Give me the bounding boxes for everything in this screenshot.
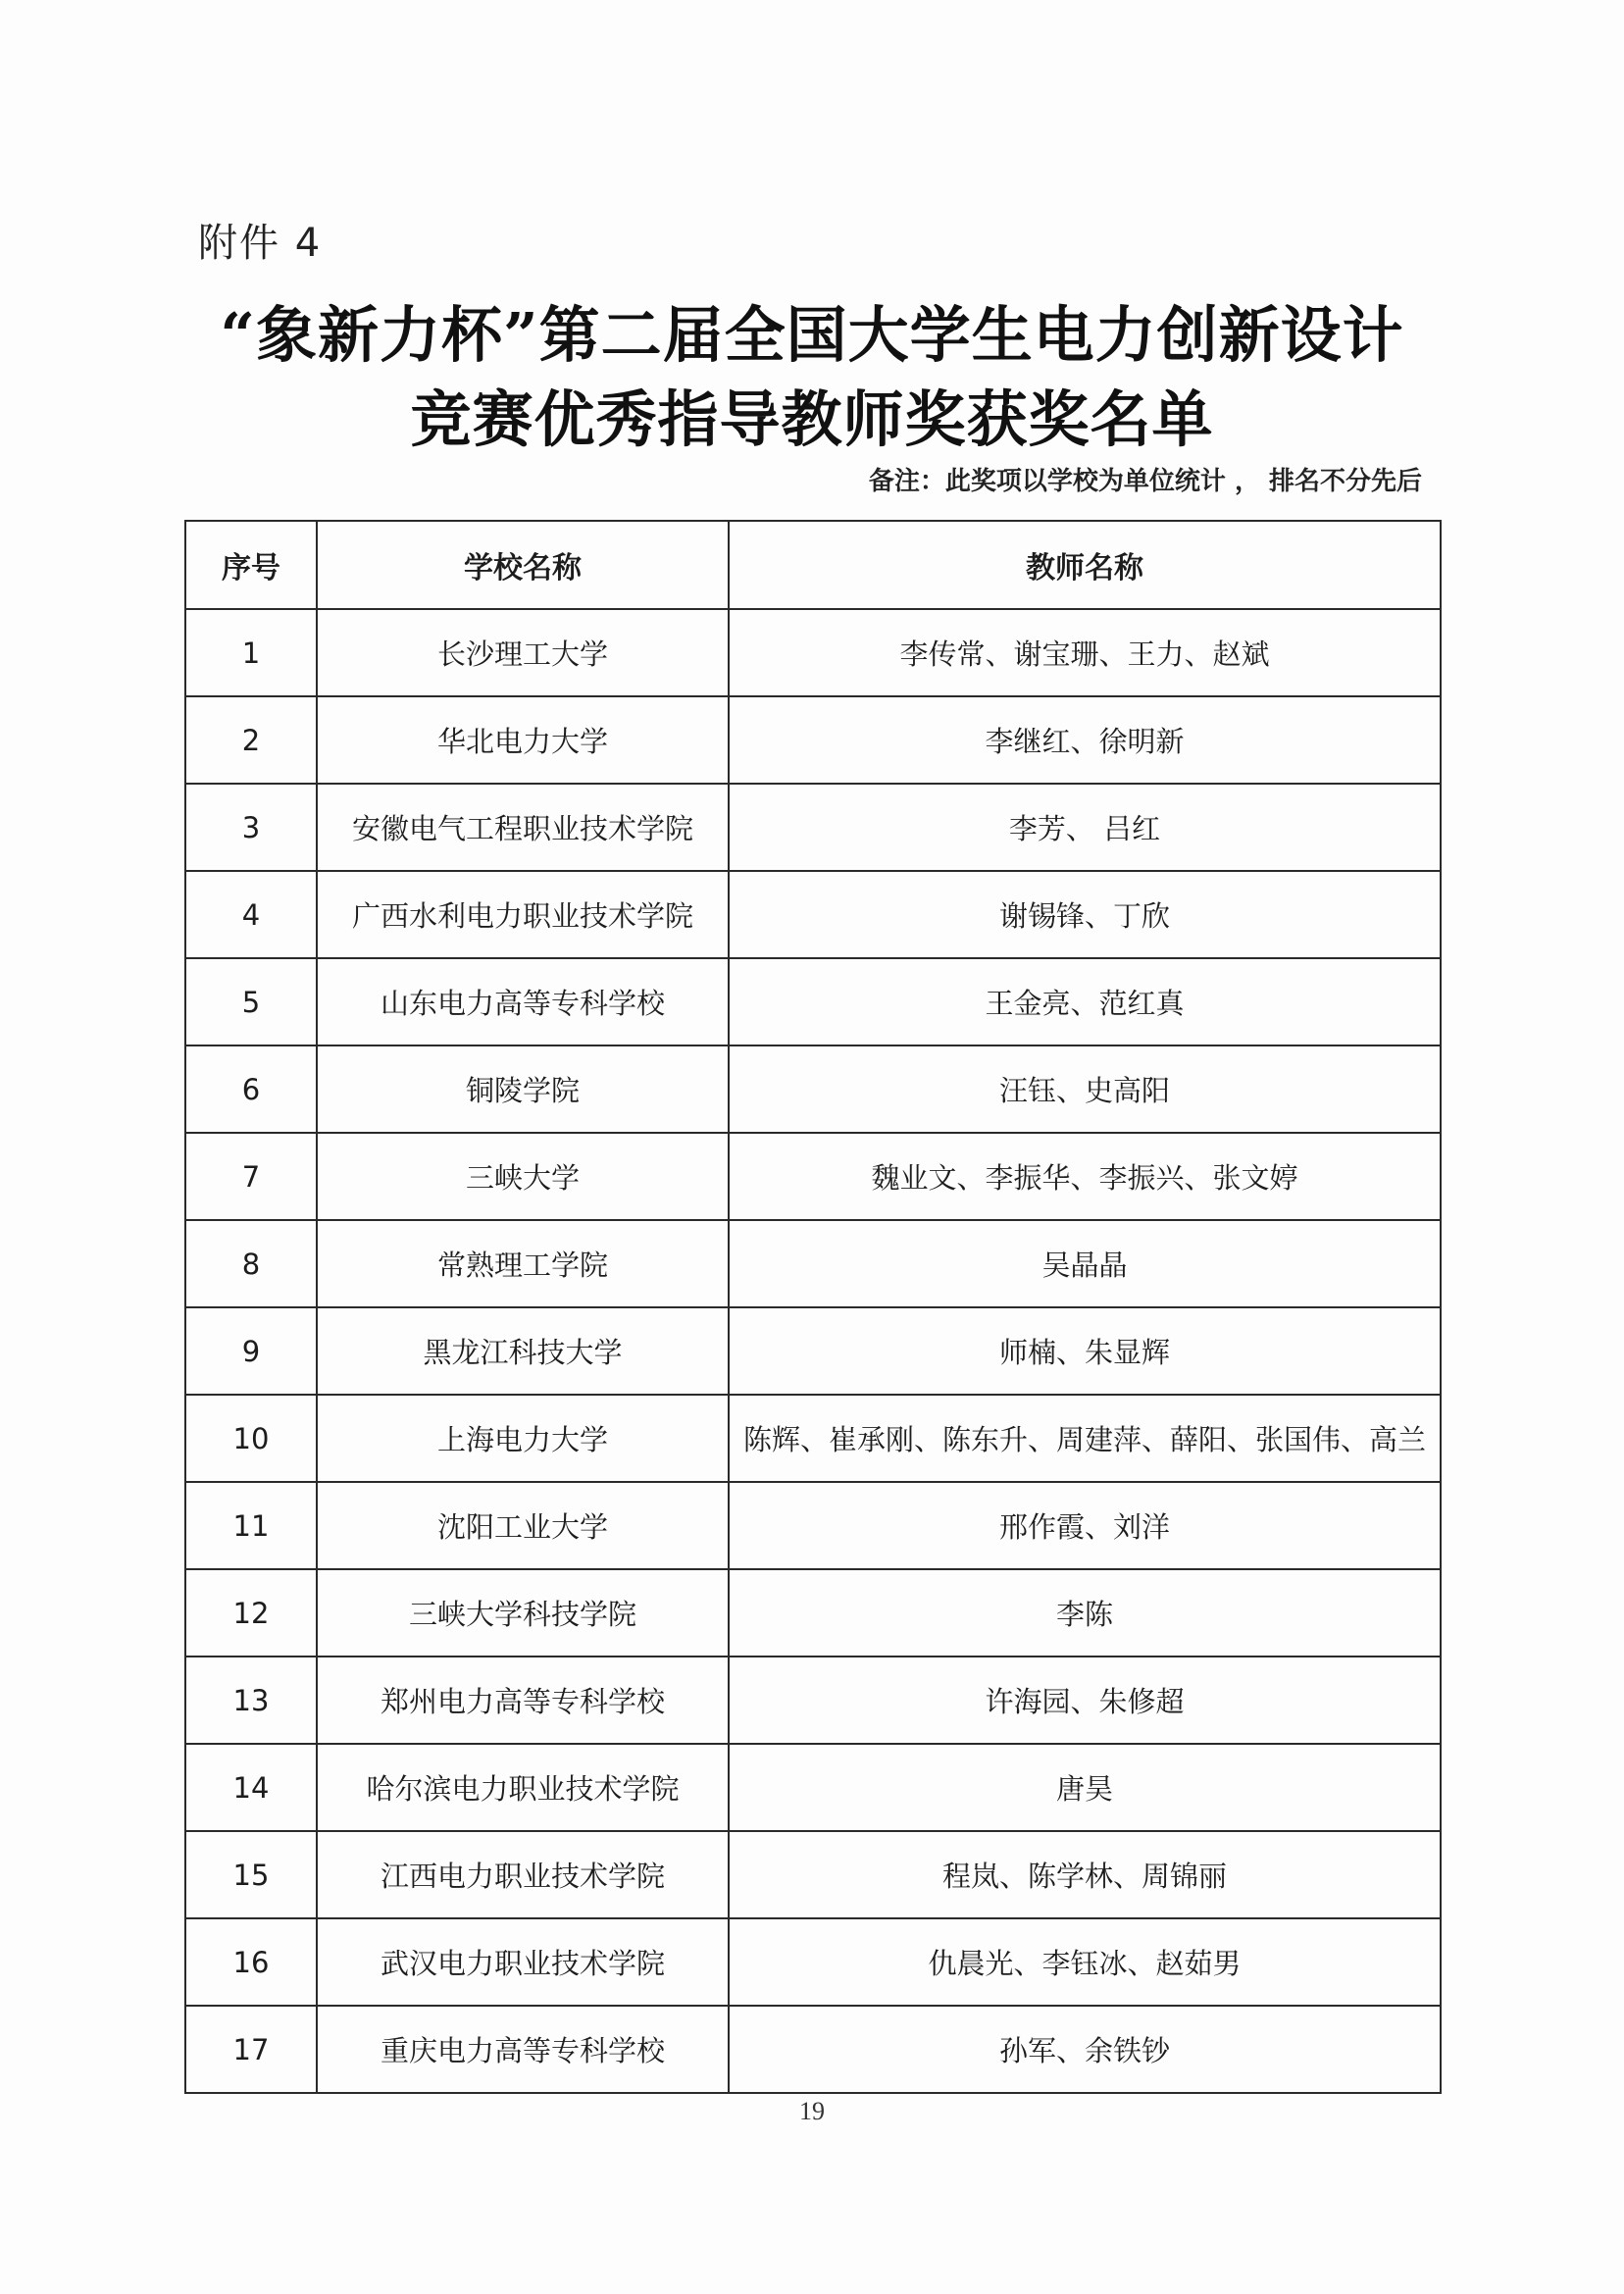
- cell-number: 8: [185, 1220, 317, 1307]
- column-header-teachers: 教师名称: [729, 521, 1441, 609]
- table-row: [185, 609, 1441, 696]
- table-row: [185, 784, 1441, 871]
- cell-school: 广西水利电力职业技术学院: [317, 871, 729, 958]
- document-title-line-1: “象新力杯”第二届全国大学生电力创新设计: [220, 299, 1404, 371]
- cell-school: 华北电力大学: [317, 696, 729, 784]
- table-header-row: [185, 521, 1441, 609]
- cell-number: 7: [185, 1133, 317, 1220]
- cell-number: 9: [185, 1307, 317, 1395]
- cell-school: 安徽电气工程职业技术学院: [317, 784, 729, 871]
- cell-teachers: 王金亮、范红真: [729, 958, 1441, 1045]
- table-row: [185, 871, 1441, 958]
- table-row: [185, 958, 1441, 1045]
- cell-number: 14: [185, 1744, 317, 1831]
- cell-teachers: 汪钰、史高阳: [729, 1045, 1441, 1133]
- table-row: [185, 1569, 1441, 1657]
- remark-note: 备注：此奖项以学校为单位统计 ， 排名不分先后: [868, 467, 1422, 496]
- table-row: [185, 1482, 1441, 1569]
- table-row: [185, 1918, 1441, 2006]
- cell-number: 1: [185, 609, 317, 696]
- cell-number: 5: [185, 958, 317, 1045]
- table-row: [185, 1045, 1441, 1133]
- award-table: [184, 520, 1442, 2094]
- table-row: [185, 1395, 1441, 1482]
- cell-teachers: 李芳、 吕红: [729, 784, 1441, 871]
- page-number: 19: [799, 2097, 825, 2125]
- cell-teachers: 谢锡锋、丁欣: [729, 871, 1441, 958]
- document-title-line-2: 竞赛优秀指导教师奖获奖名单: [410, 383, 1214, 455]
- cell-school: 沈阳工业大学: [317, 1482, 729, 1569]
- cell-number: 12: [185, 1569, 317, 1657]
- cell-teachers: 孙军、余铁钞: [729, 2006, 1441, 2093]
- cell-teachers: 李继红、徐明新: [729, 696, 1441, 784]
- cell-school: 铜陵学院: [317, 1045, 729, 1133]
- cell-school: 上海电力大学: [317, 1395, 729, 1482]
- table-row: [185, 1657, 1441, 1744]
- cell-number: 15: [185, 1831, 317, 1918]
- cell-teachers: 仇晨光、李钰冰、赵茹男: [729, 1918, 1441, 2006]
- table-row: [185, 1307, 1441, 1395]
- cell-number: 4: [185, 871, 317, 958]
- cell-number: 2: [185, 696, 317, 784]
- cell-teachers: 程岚、陈学林、周锦丽: [729, 1831, 1441, 1918]
- cell-school: 江西电力职业技术学院: [317, 1831, 729, 1918]
- column-header-school: 学校名称: [317, 521, 729, 609]
- cell-school: 三峡大学: [317, 1133, 729, 1220]
- cell-number: 3: [185, 784, 317, 871]
- table-body: [185, 609, 1441, 2093]
- cell-teachers: 魏业文、李振华、李振兴、张文婷: [729, 1133, 1441, 1220]
- table-row: [185, 1831, 1441, 1918]
- cell-teachers: 师楠、朱显辉: [729, 1307, 1441, 1395]
- cell-teachers: 许海园、朱修超: [729, 1657, 1441, 1744]
- cell-school: 三峡大学科技学院: [317, 1569, 729, 1657]
- cell-school: 长沙理工大学: [317, 609, 729, 696]
- cell-number: 11: [185, 1482, 317, 1569]
- cell-school: 武汉电力职业技术学院: [317, 1918, 729, 2006]
- cell-school: 郑州电力高等专科学校: [317, 1657, 729, 1744]
- table-row: [185, 2006, 1441, 2093]
- table-row: [185, 1220, 1441, 1307]
- cell-teachers: 陈辉、崔承刚、陈东升、周建萍、薛阳、张国伟、高兰: [729, 1395, 1441, 1482]
- cell-teachers: 邢作霞、刘洋: [729, 1482, 1441, 1569]
- cell-school: 山东电力高等专科学校: [317, 958, 729, 1045]
- cell-number: 16: [185, 1918, 317, 2006]
- cell-number: 17: [185, 2006, 317, 2093]
- cell-number: 10: [185, 1395, 317, 1482]
- column-header-number: 序号: [185, 521, 317, 609]
- cell-number: 13: [185, 1657, 317, 1744]
- attachment-label: 附件 4: [198, 221, 323, 266]
- table-row: [185, 1133, 1441, 1220]
- table-row: [185, 1744, 1441, 1831]
- cell-school: 常熟理工学院: [317, 1220, 729, 1307]
- cell-teachers: 唐昊: [729, 1744, 1441, 1831]
- cell-school: 黑龙江科技大学: [317, 1307, 729, 1395]
- cell-teachers: 李传常、谢宝珊、王力、赵斌: [729, 609, 1441, 696]
- table-row: [185, 696, 1441, 784]
- cell-school: 重庆电力高等专科学校: [317, 2006, 729, 2093]
- cell-number: 6: [185, 1045, 317, 1133]
- cell-teachers: 李陈: [729, 1569, 1441, 1657]
- cell-teachers: 吴晶晶: [729, 1220, 1441, 1307]
- cell-school: 哈尔滨电力职业技术学院: [317, 1744, 729, 1831]
